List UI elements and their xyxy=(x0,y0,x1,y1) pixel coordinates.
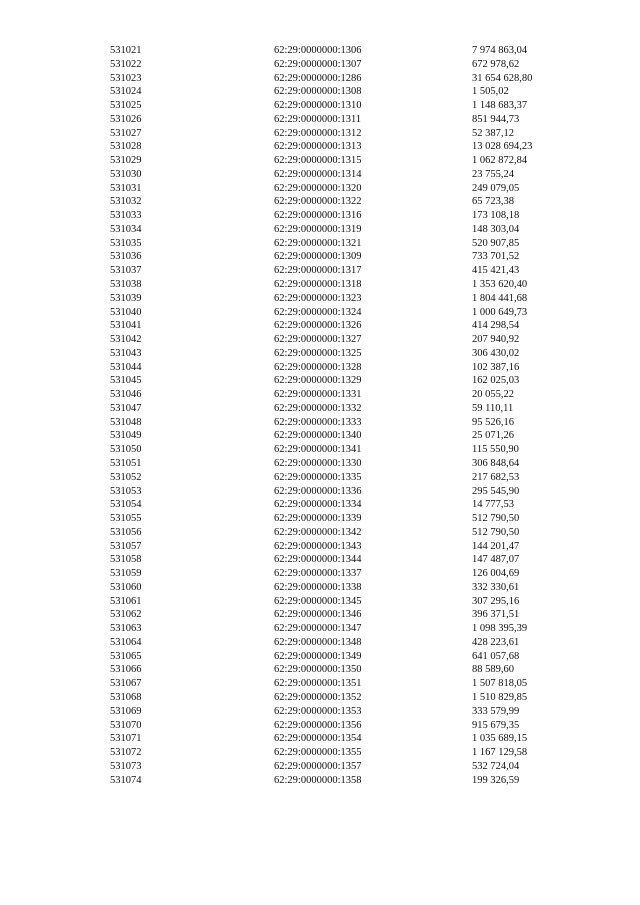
cadastral-number: 62:29:0000000:1338 xyxy=(274,581,362,593)
table-row xyxy=(0,388,640,402)
amount-value: 102 387,16 xyxy=(472,361,520,373)
row-id: 531035 xyxy=(110,237,142,249)
amount-value: 532 724,04 xyxy=(472,760,520,772)
row-id: 531063 xyxy=(110,623,142,635)
row-id: 531067 xyxy=(110,678,142,690)
amount-value: 59 110,11 xyxy=(472,402,514,414)
table-row xyxy=(0,278,640,292)
amount-value: 65 723,38 xyxy=(472,196,514,208)
row-id: 531062 xyxy=(110,609,142,621)
table-row xyxy=(0,732,640,746)
row-id: 531039 xyxy=(110,292,142,304)
amount-value: 1 098 395,39 xyxy=(472,623,528,635)
table-row xyxy=(0,99,640,113)
amount-value: 295 545,90 xyxy=(472,485,520,497)
data-table xyxy=(0,44,640,787)
row-id: 531072 xyxy=(110,747,142,759)
cadastral-number: 62:29:0000000:1286 xyxy=(274,72,362,84)
cadastral-number: 62:29:0000000:1318 xyxy=(274,279,362,291)
cadastral-number: 62:29:0000000:1309 xyxy=(274,251,362,263)
row-id: 531050 xyxy=(110,444,142,456)
row-id: 531036 xyxy=(110,251,142,263)
amount-value: 1 148 683,37 xyxy=(472,100,528,112)
cadastral-number: 62:29:0000000:1321 xyxy=(274,237,362,249)
table-row xyxy=(0,471,640,485)
table-row xyxy=(0,195,640,209)
table-row xyxy=(0,140,640,154)
row-id: 531024 xyxy=(110,86,142,98)
table-row xyxy=(0,760,640,774)
amount-value: 23 755,24 xyxy=(472,168,514,180)
cadastral-number: 62:29:0000000:1348 xyxy=(274,636,362,648)
cadastral-number: 62:29:0000000:1352 xyxy=(274,691,362,703)
table-row xyxy=(0,512,640,526)
table-row xyxy=(0,498,640,512)
row-id: 531047 xyxy=(110,402,142,414)
cadastral-number: 62:29:0000000:1313 xyxy=(274,141,362,153)
amount-value: 173 108,18 xyxy=(472,210,520,222)
cadastral-number: 62:29:0000000:1340 xyxy=(274,430,362,442)
cadastral-number: 62:29:0000000:1326 xyxy=(274,320,362,332)
cadastral-number: 62:29:0000000:1307 xyxy=(274,58,362,70)
cadastral-number: 62:29:0000000:1320 xyxy=(274,182,362,194)
table-row xyxy=(0,113,640,127)
cadastral-number: 62:29:0000000:1356 xyxy=(274,719,362,731)
table-row xyxy=(0,567,640,581)
amount-value: 1 804 441,68 xyxy=(472,292,528,304)
amount-value: 641 057,68 xyxy=(472,650,520,662)
cadastral-number: 62:29:0000000:1311 xyxy=(274,113,362,125)
cadastral-number: 62:29:0000000:1325 xyxy=(274,347,362,359)
row-id: 531070 xyxy=(110,719,142,731)
amount-value: 415 421,43 xyxy=(472,265,520,277)
row-id: 531040 xyxy=(110,306,142,318)
table-row xyxy=(0,347,640,361)
row-id: 531068 xyxy=(110,691,142,703)
amount-value: 414 298,54 xyxy=(472,320,520,332)
row-id: 531033 xyxy=(110,210,142,222)
row-id: 531032 xyxy=(110,196,142,208)
table-row xyxy=(0,250,640,264)
amount-value: 14 777,53 xyxy=(472,499,514,511)
row-id: 531029 xyxy=(110,155,142,167)
cadastral-number: 62:29:0000000:1334 xyxy=(274,499,362,511)
row-id: 531028 xyxy=(110,141,142,153)
table-row xyxy=(0,608,640,622)
row-id: 531041 xyxy=(110,320,142,332)
amount-value: 733 701,52 xyxy=(472,251,520,263)
amount-value: 147 487,07 xyxy=(472,554,520,566)
table-row xyxy=(0,85,640,99)
table-row xyxy=(0,264,640,278)
cadastral-number: 62:29:0000000:1331 xyxy=(274,389,362,401)
cadastral-number: 62:29:0000000:1310 xyxy=(274,100,362,112)
cadastral-number: 62:29:0000000:1339 xyxy=(274,513,362,525)
table-row xyxy=(0,319,640,333)
table-row xyxy=(0,429,640,443)
cadastral-number: 62:29:0000000:1357 xyxy=(274,760,362,772)
row-id: 531026 xyxy=(110,113,142,125)
cadastral-number: 62:29:0000000:1351 xyxy=(274,678,362,690)
amount-value: 1 167 129,58 xyxy=(472,747,528,759)
row-id: 531052 xyxy=(110,471,142,483)
amount-value: 115 550,90 xyxy=(472,444,519,456)
row-id: 531074 xyxy=(110,774,142,786)
amount-value: 95 526,16 xyxy=(472,416,514,428)
cadastral-number: 62:29:0000000:1317 xyxy=(274,265,362,277)
row-id: 531064 xyxy=(110,636,142,648)
amount-value: 306 430,02 xyxy=(472,347,520,359)
row-id: 531044 xyxy=(110,361,142,373)
table-row xyxy=(0,402,640,416)
row-id: 531038 xyxy=(110,279,142,291)
table-row xyxy=(0,154,640,168)
row-id: 531065 xyxy=(110,650,142,662)
cadastral-number: 62:29:0000000:1353 xyxy=(274,705,362,717)
table-row xyxy=(0,223,640,237)
row-id: 531037 xyxy=(110,265,142,277)
amount-value: 207 940,92 xyxy=(472,334,520,346)
cadastral-number: 62:29:0000000:1327 xyxy=(274,334,362,346)
table-row xyxy=(0,485,640,499)
amount-value: 332 330,61 xyxy=(472,581,520,593)
cadastral-number: 62:29:0000000:1323 xyxy=(274,292,362,304)
cadastral-number: 62:29:0000000:1347 xyxy=(274,623,362,635)
row-id: 531025 xyxy=(110,100,142,112)
amount-value: 144 201,47 xyxy=(472,540,520,552)
amount-value: 1 510 829,85 xyxy=(472,691,528,703)
cadastral-number: 62:29:0000000:1333 xyxy=(274,416,362,428)
table-row xyxy=(0,691,640,705)
amount-value: 162 025,03 xyxy=(472,375,520,387)
cadastral-number: 62:29:0000000:1345 xyxy=(274,595,362,607)
amount-value: 199 326,59 xyxy=(472,774,520,786)
table-row xyxy=(0,374,640,388)
table-row xyxy=(0,540,640,554)
amount-value: 512 790,50 xyxy=(472,526,520,538)
cadastral-number: 62:29:0000000:1354 xyxy=(274,733,362,745)
amount-value: 25 071,26 xyxy=(472,430,514,442)
table-row xyxy=(0,237,640,251)
row-id: 531046 xyxy=(110,389,142,401)
row-id: 531057 xyxy=(110,540,142,552)
row-id: 531058 xyxy=(110,554,142,566)
table-row xyxy=(0,58,640,72)
amount-value: 672 978,62 xyxy=(472,58,520,70)
row-id: 531045 xyxy=(110,375,142,387)
cadastral-number: 62:29:0000000:1346 xyxy=(274,609,362,621)
row-id: 531066 xyxy=(110,664,142,676)
cadastral-number: 62:29:0000000:1315 xyxy=(274,155,362,167)
row-id: 531060 xyxy=(110,581,142,593)
cadastral-number: 62:29:0000000:1319 xyxy=(274,223,362,235)
cadastral-number: 62:29:0000000:1349 xyxy=(274,650,362,662)
amount-value: 307 295,16 xyxy=(472,595,520,607)
amount-value: 306 848,64 xyxy=(472,457,520,469)
amount-value: 915 679,35 xyxy=(472,719,520,731)
table-row xyxy=(0,553,640,567)
cadastral-number: 62:29:0000000:1350 xyxy=(274,664,362,676)
amount-value: 428 223,61 xyxy=(472,636,520,648)
amount-value: 1 353 620,40 xyxy=(472,279,528,291)
row-id: 531053 xyxy=(110,485,142,497)
cadastral-number: 62:29:0000000:1355 xyxy=(274,747,362,759)
amount-value: 520 907,85 xyxy=(472,237,520,249)
row-id: 531027 xyxy=(110,127,142,139)
table-row xyxy=(0,209,640,223)
table-row xyxy=(0,72,640,86)
table-row xyxy=(0,443,640,457)
cadastral-number: 62:29:0000000:1343 xyxy=(274,540,362,552)
table-row xyxy=(0,457,640,471)
table-row xyxy=(0,581,640,595)
cadastral-number: 62:29:0000000:1341 xyxy=(274,444,362,456)
row-id: 531051 xyxy=(110,457,142,469)
row-id: 531073 xyxy=(110,760,142,772)
cadastral-number: 62:29:0000000:1358 xyxy=(274,774,362,786)
row-id: 531061 xyxy=(110,595,142,607)
table-row xyxy=(0,416,640,430)
amount-value: 13 028 694,23 xyxy=(472,141,533,153)
table-row xyxy=(0,636,640,650)
amount-value: 851 944,73 xyxy=(472,113,520,125)
table-row xyxy=(0,705,640,719)
amount-value: 52 387,12 xyxy=(472,127,514,139)
table-row xyxy=(0,595,640,609)
cadastral-number: 62:29:0000000:1344 xyxy=(274,554,362,566)
table-row xyxy=(0,127,640,141)
cadastral-number: 62:29:0000000:1308 xyxy=(274,86,362,98)
table-row xyxy=(0,677,640,691)
amount-value: 333 579,99 xyxy=(472,705,520,717)
cadastral-number: 62:29:0000000:1316 xyxy=(274,210,362,222)
cadastral-number: 62:29:0000000:1322 xyxy=(274,196,362,208)
amount-value: 1 035 689,15 xyxy=(472,733,528,745)
table-row xyxy=(0,361,640,375)
amount-value: 20 055,22 xyxy=(472,389,514,401)
table-row xyxy=(0,663,640,677)
table-row xyxy=(0,333,640,347)
row-id: 531054 xyxy=(110,499,142,511)
table-row xyxy=(0,650,640,664)
row-id: 531059 xyxy=(110,568,142,580)
table-row xyxy=(0,719,640,733)
row-id: 531071 xyxy=(110,733,142,745)
table-row xyxy=(0,168,640,182)
table-row xyxy=(0,44,640,58)
amount-value: 217 682,53 xyxy=(472,471,520,483)
row-id: 531034 xyxy=(110,223,142,235)
row-id: 531021 xyxy=(110,45,142,56)
amount-value: 1 062 872,84 xyxy=(472,155,528,167)
row-id: 531049 xyxy=(110,430,142,442)
table-row xyxy=(0,182,640,196)
cadastral-number: 62:29:0000000:1332 xyxy=(274,402,362,414)
amount-value: 88 589,60 xyxy=(472,664,514,676)
cadastral-number: 62:29:0000000:1329 xyxy=(274,375,362,387)
amount-value: 1 507 818,05 xyxy=(472,678,528,690)
amount-value: 512 790,50 xyxy=(472,513,520,525)
row-id: 531056 xyxy=(110,526,142,538)
amount-value: 249 079,05 xyxy=(472,182,520,194)
row-id: 531031 xyxy=(110,182,142,194)
table-row xyxy=(0,622,640,636)
amount-value: 126 004,69 xyxy=(472,568,520,580)
row-id: 531055 xyxy=(110,513,142,525)
cadastral-number: 62:29:0000000:1314 xyxy=(274,168,362,180)
cadastral-number: 62:29:0000000:1335 xyxy=(274,471,362,483)
row-id: 531069 xyxy=(110,705,142,717)
row-id: 531042 xyxy=(110,334,142,346)
row-id: 531022 xyxy=(110,58,142,70)
cadastral-number: 62:29:0000000:1306 xyxy=(274,45,362,56)
cadastral-number: 62:29:0000000:1328 xyxy=(274,361,362,373)
amount-value: 396 371,51 xyxy=(472,609,520,621)
amount-value: 1 505,02 xyxy=(472,86,509,98)
cadastral-number: 62:29:0000000:1336 xyxy=(274,485,362,497)
row-id: 531043 xyxy=(110,347,142,359)
table-row xyxy=(0,526,640,540)
cadastral-number: 62:29:0000000:1342 xyxy=(274,526,362,538)
cadastral-number: 62:29:0000000:1337 xyxy=(274,568,362,580)
table-row xyxy=(0,292,640,306)
row-id: 531048 xyxy=(110,416,142,428)
amount-value: 1 000 649,73 xyxy=(472,306,528,318)
cadastral-number: 62:29:0000000:1330 xyxy=(274,457,362,469)
table-row xyxy=(0,746,640,760)
cadastral-number: 62:29:0000000:1312 xyxy=(274,127,362,139)
table-row xyxy=(0,306,640,320)
row-id: 531030 xyxy=(110,168,142,180)
row-id: 531023 xyxy=(110,72,142,84)
amount-value: 7 974 863,04 xyxy=(472,45,528,56)
amount-value: 148 303,04 xyxy=(472,223,520,235)
cadastral-number: 62:29:0000000:1324 xyxy=(274,306,362,318)
amount-value: 31 654 628,80 xyxy=(472,72,533,84)
table-row xyxy=(0,774,640,788)
